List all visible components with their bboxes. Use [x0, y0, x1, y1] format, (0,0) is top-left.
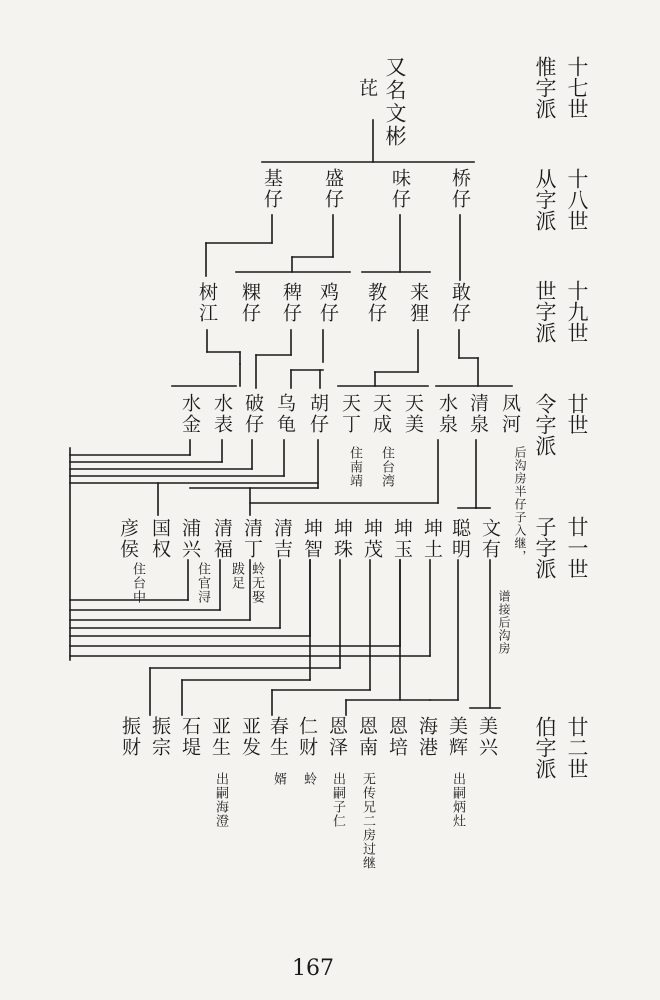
person-21-9: 坤茂 — [361, 518, 383, 560]
person-22-12: 美辉 — [446, 716, 468, 758]
note-yanhou: 住台中 — [130, 562, 145, 604]
person-20-1: 水金 — [179, 393, 201, 435]
person-18-3: 味仔 — [389, 168, 411, 210]
note-ennan: 无传兄二房过继 — [360, 772, 375, 870]
person-22-8: 恩泽 — [326, 716, 348, 758]
group-label-22: 伯字派 — [533, 716, 557, 779]
person-19-7: 敢仔 — [449, 282, 471, 324]
person-20-8: 天美 — [402, 393, 424, 435]
page-number: 167 — [292, 956, 334, 981]
note-chunsheng: 婿 — [271, 772, 286, 786]
person-19-6: 来狸 — [407, 282, 429, 324]
person-22-3: 石堤 — [179, 716, 201, 758]
person-22-11: 海港 — [416, 716, 438, 758]
generation-label-20: 廿世 — [565, 393, 589, 435]
note-fenghe-2: 谱接后沟房 — [497, 590, 511, 655]
note-tiancheng: 住台湾 — [379, 446, 394, 488]
person-18-4: 桥仔 — [449, 168, 471, 210]
person-22-13: 美兴 — [476, 716, 498, 758]
note-puxing: 住官浔 — [195, 562, 210, 604]
person-20-9: 水泉 — [436, 393, 458, 435]
person-19-5: 教仔 — [365, 282, 387, 324]
person-21-4: 清福 — [211, 518, 233, 560]
generation-label-21: 廿一世 — [565, 516, 589, 579]
person-22-1: 振财 — [119, 716, 141, 758]
group-label-21: 子字派 — [533, 516, 557, 579]
person-18-2: 盛仔 — [322, 168, 344, 210]
person-20-5: 胡仔 — [307, 393, 329, 435]
person-22-2: 振宗 — [149, 716, 171, 758]
generation-label-18: 十八世 — [565, 168, 589, 231]
person-22-10: 恩培 — [386, 716, 408, 758]
generation-label-17: 十七世 — [565, 56, 589, 119]
person-20-4: 乌龟 — [274, 393, 296, 435]
person-19-4: 鸡仔 — [317, 282, 339, 324]
note-meihui: 出嗣炳灶 — [450, 772, 465, 828]
person-21-13: 文有 — [479, 518, 501, 560]
note-enze: 出嗣子仁 — [330, 772, 345, 828]
person-21-12: 聪明 — [449, 518, 471, 560]
person-20-2: 水表 — [211, 393, 233, 435]
person-21-5: 清丁 — [241, 518, 263, 560]
note-fenghe-1: 后沟房半仔子入继， — [513, 446, 527, 563]
person-22-5: 亚发 — [239, 716, 261, 758]
person-22-9: 恩南 — [356, 716, 378, 758]
person-20-11: 凤河 — [499, 393, 521, 435]
person-20-3: 破仔 — [242, 393, 264, 435]
note-qingding-a: 蛉无娶 — [249, 562, 264, 604]
root-person-alias: 芘 — [356, 78, 378, 99]
person-22-6: 春生 — [267, 716, 289, 758]
person-21-8: 坤珠 — [331, 518, 353, 560]
group-label-19: 世字派 — [533, 280, 557, 343]
person-22-7: 仁财 — [296, 716, 318, 758]
person-20-7: 天成 — [370, 393, 392, 435]
group-label-20: 令字派 — [533, 393, 557, 456]
person-22-4: 亚生 — [209, 716, 231, 758]
person-20-10: 清泉 — [467, 393, 489, 435]
person-19-2: 粿仔 — [239, 282, 261, 324]
person-18-1: 基仔 — [261, 168, 283, 210]
generation-label-19: 十九世 — [565, 280, 589, 343]
generation-label-22: 廿二世 — [565, 716, 589, 779]
group-label-18: 从字派 — [533, 168, 557, 231]
person-21-6: 清吉 — [271, 518, 293, 560]
person-21-1: 彦侯 — [117, 518, 139, 560]
person-19-1: 树江 — [196, 282, 218, 324]
person-21-3: 浦兴 — [179, 518, 201, 560]
person-21-10: 坤玉 — [391, 518, 413, 560]
person-19-3: 稗仔 — [280, 282, 302, 324]
group-label-17: 惟字派 — [533, 56, 557, 119]
note-qingding-b: 跋足 — [229, 562, 244, 590]
note-rencai: 蛉 — [301, 772, 316, 786]
person-21-7: 坤智 — [301, 518, 323, 560]
person-20-6: 天丁 — [339, 393, 361, 435]
person-21-2: 国权 — [149, 518, 171, 560]
note-yasheng: 出嗣海澄 — [213, 772, 228, 828]
person-21-11: 坤土 — [421, 518, 443, 560]
root-person-name: 又名文彬 — [383, 56, 407, 148]
note-tianding: 住南靖 — [347, 446, 362, 488]
